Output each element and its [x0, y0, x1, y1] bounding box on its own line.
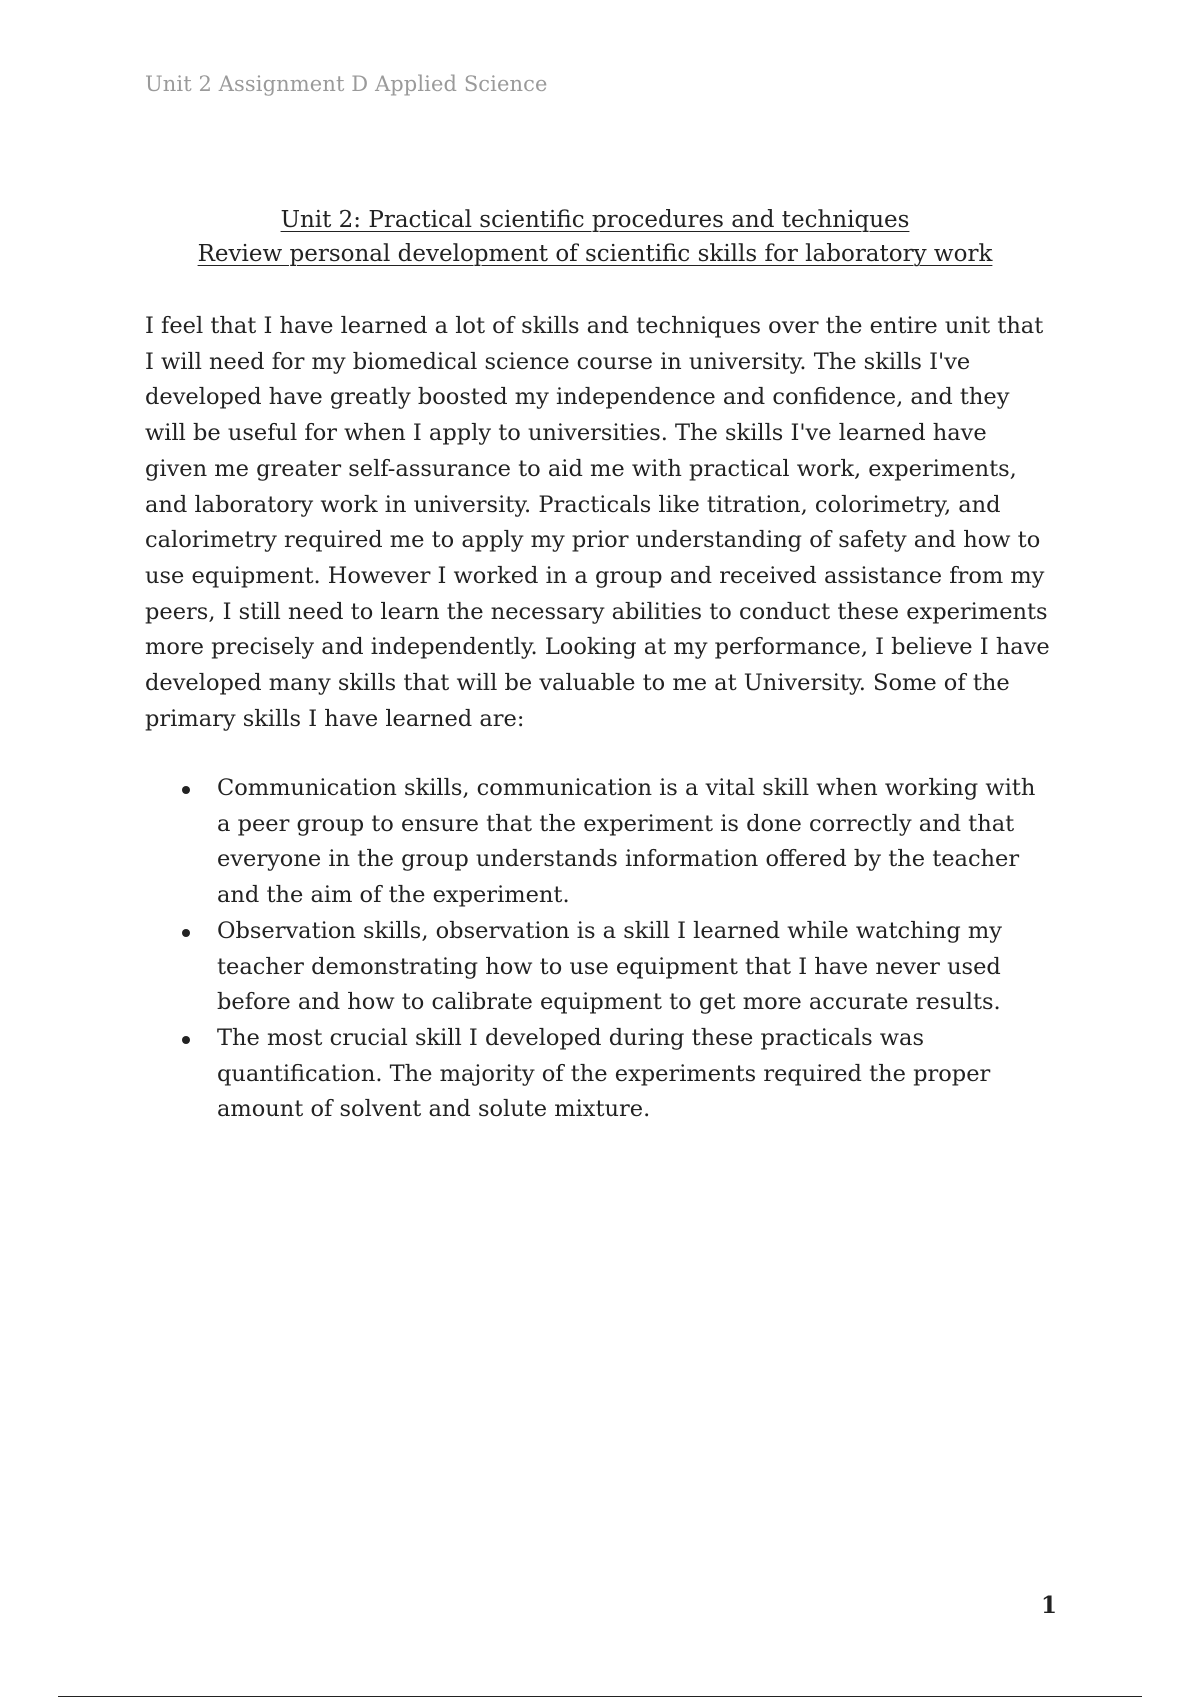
bullet-icon	[182, 786, 190, 794]
title-line-2: Review personal development of scientific skills for laboratory work	[197, 241, 993, 267]
list-item-text: The most crucial skill I developed during these practicals was quantification. The majority of the experiments required the proper amount of solvent and solute mixture.	[217, 1024, 991, 1123]
list-item	[145, 771, 1050, 914]
list-item	[145, 914, 1050, 1021]
running-header: Unit 2 Assignment D Applied Science	[145, 72, 548, 96]
list-item	[145, 1021, 1050, 1128]
bullet-icon	[182, 1036, 190, 1044]
title-block	[145, 203, 1045, 271]
body-paragraph: I feel that I have learned a lot of skills and techniques over the entire unit that I will need for my biomedical science course in university. The skills I've developed have greatly boosted my independence and confidence, and they will be useful for when I apply to universities. The skills I've learned have given me greater self-assurance to aid me with practical work, experiments, and laboratory work in university. Practicals like titration, colorimetry, and calorimetry required me to apply my prior understanding of safety and how to use equipment. However I worked in a group and received assistance from my peers, I still need to learn the necessary abilities to conduct these experiments more precisely and independently. Looking at my performance, I believe I have developed many skills that will be valuable to me at University. Some of the primary skills I have learned are:	[145, 313, 1050, 732]
list-item-text: Observation skills, observation is a skill I learned while watching my teacher demonstrating how to use equipment that I have never used before and how to calibrate equipment to get more accurate results.	[217, 917, 1002, 1016]
page-number: 1	[1040, 1592, 1057, 1619]
footer-divider	[58, 1696, 1142, 1697]
bullet-icon	[182, 929, 190, 937]
list-item-text: Communication skills, communication is a vital skill when working with a peer group to ensure that the experiment is done correctly and that everyone in the group understands information offered by the teacher and the aim of the experiment.	[217, 775, 1036, 909]
title-line-1: Unit 2: Practical scientific procedures and techniques	[280, 207, 910, 233]
skills-list	[145, 771, 1050, 1128]
